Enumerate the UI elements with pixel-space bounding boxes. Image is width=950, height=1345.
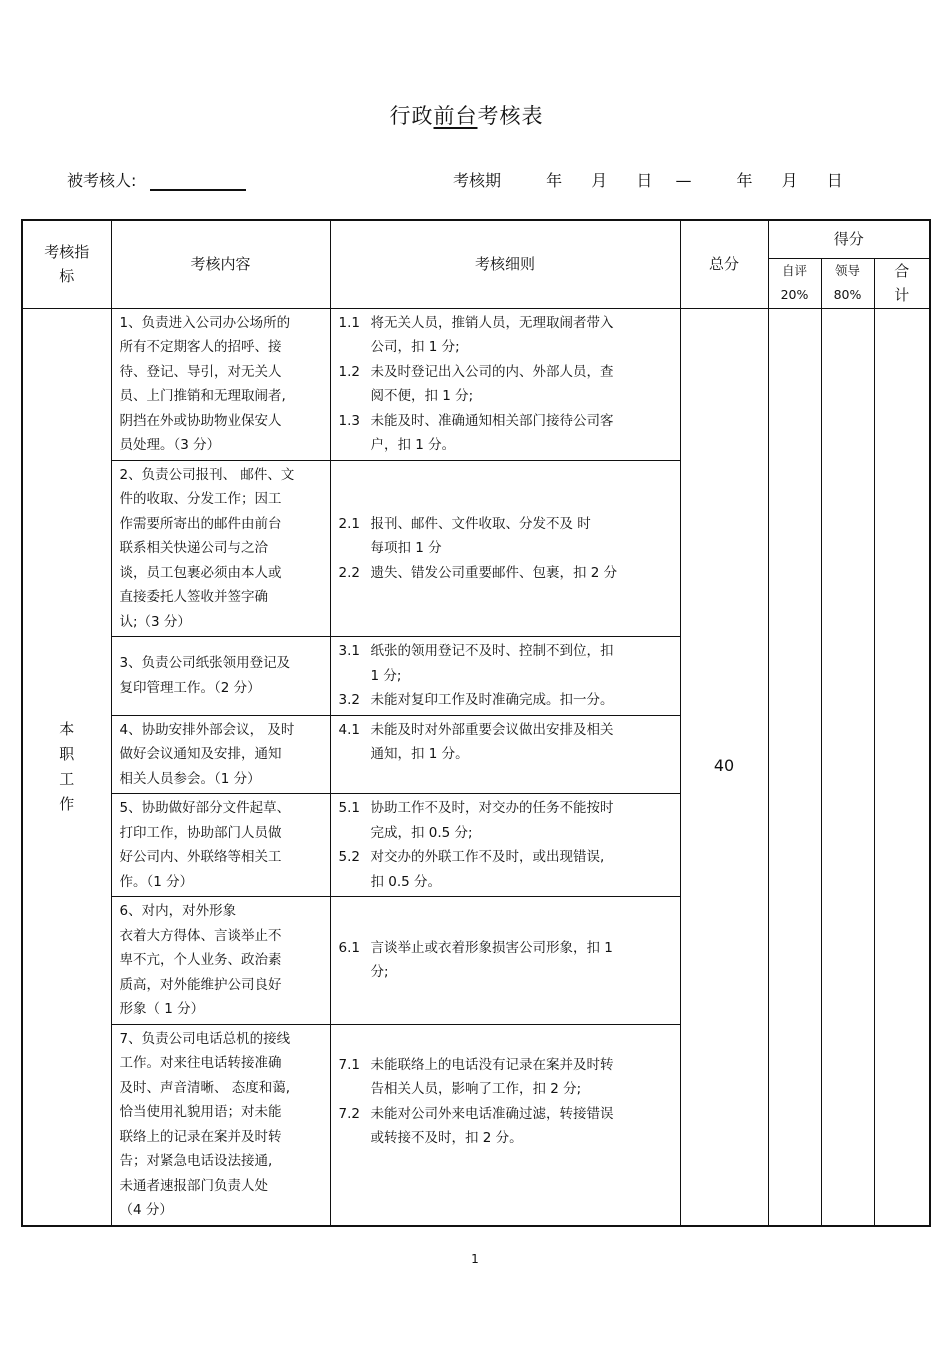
content-cell: 6、对内，对外形象 衣着大方得体、言谈举止不 卑不亢，个人业务、政治素 质高，对外能维护公司良好 形象（ 1 分）: [111, 897, 330, 1025]
end-month-label: 月: [781, 171, 798, 190]
rules-cell: [330, 794, 680, 897]
content-cell: 1、负责进入公司办公场所的 所有不定期客人的招呼、接 待、登记、导引，对无关人 员、上门推销和无理取闹者, 阴挡在外或协助物业保安人 员处理。（3 分）: [111, 308, 330, 460]
category-cell: 本 职 工 作: [22, 308, 111, 1226]
rule-item: 4.1 未能及时对外部重要会议做出安排及相关 通知，扣 1 分。: [338, 721, 614, 762]
rule-item: 5.2 对交办的外联工作不及时，或出现错误, 扣 0.5 分。: [338, 849, 605, 890]
rule-item: 7.2 未能对公司外来电话准确过滤，转接错误 或转接不及时，扣 2 分。: [338, 1105, 614, 1146]
period-label: 考核期: [453, 171, 502, 190]
rule-item: 2.1 报刊、邮件、文件收取、分发不及 时 每项扣 1 分: [338, 515, 591, 556]
rule-item: 1.3 未能及时、准确通知相关部门接待公司客 户，扣 1 分。: [338, 412, 614, 453]
assessee-label: 被考核人:: [67, 171, 137, 190]
end-year-label: 年: [736, 171, 753, 190]
rule-item: 5.1 协助工作不及时，对交办的任务不能按时 完成，扣 0.5 分;: [338, 800, 614, 841]
start-year-label: 年: [546, 171, 563, 190]
rule-item: 1.2 未及时登记出入公司的内、外部人员，查 阅不便，扣 1 分;: [338, 363, 614, 404]
header-leader-eval: 领导 80%: [821, 258, 874, 308]
content-cell: 2、负责公司报刊、 邮件、文 件的收取、分发工作；因工 作需要所寄出的邮件由前台 联系相关快递公司与之洽 谈，员工包裹必须由本人或 直接委托人签收并签字确 认;（3 分）: [111, 460, 330, 637]
header-self-eval: 自评 20%: [768, 258, 821, 308]
sum-cell: [874, 308, 930, 1226]
content-cell: 5、协助做好部分文件起草、 打印工作，协助部门人员做 好公司内、外联络等相关工 作。（1 分）: [111, 794, 330, 897]
header-sum: 合 计: [874, 258, 930, 308]
leader-eval-cell: [821, 308, 874, 1226]
content-cell: 4、协助安排外部会议， 及时 做好会议通知及安排，通知 相关人员参会。（1 分）: [111, 715, 330, 794]
rules-cell: [330, 715, 680, 794]
content-cell: 3、负责公司纸张领用登记及 复印管理工作。（2 分）: [111, 637, 330, 716]
rule-item: 3.1 纸张的领用登记不及时、控制不到位，扣 1 分;: [338, 643, 614, 684]
header-content: 考核内容: [111, 220, 330, 308]
rules-cell: [330, 308, 680, 460]
end-day-label: 日: [826, 171, 843, 190]
period-field: [453, 168, 843, 191]
rules-cell: [330, 637, 680, 716]
rule-item: 7.1 未能联络上的电话没有记录在案并及时转 告相关人员，影响了工作，扣 2 分;: [338, 1056, 614, 1097]
content-cell: 7、负责公司电话总机的接线 工作。对来往电话转接准确 及时、声音清晰、 态度和蔼, 恰当使用礼貌用语；对未能 联络上的记录在案并及时转 告；对紧急电话设法接通, 未通者速报部门负责人处 （4 分）: [111, 1024, 330, 1226]
header-indicator: 考核指 标: [22, 220, 111, 308]
table-row: [22, 308, 930, 460]
page-number: 1: [471, 1252, 479, 1266]
assessee-field: [67, 168, 246, 191]
start-month-label: 月: [591, 171, 608, 190]
assessment-table: [21, 219, 931, 1227]
header-score: 得分: [768, 220, 930, 258]
rules-cell: [330, 897, 680, 1025]
page-title: 行政前台考核表: [389, 104, 544, 128]
rule-item: 3.2 未能对复印工作及时准确完成。扣一分。: [338, 692, 614, 708]
rule-item: 6.1 言谈举止或衣着形象损害公司形象，扣 1 分;: [338, 939, 613, 981]
period-dash: —: [675, 171, 692, 190]
rule-item: 1.1 将无关人员，推销人员，无理取闹者带入 公司，扣 1 分;: [338, 314, 614, 355]
start-day-label: 日: [636, 171, 653, 190]
assessee-blank-line: [150, 171, 246, 191]
rule-item: 2.2 遗失、错发公司重要邮件、包裹，扣 2 分: [338, 564, 618, 581]
header-total: 总分: [680, 220, 768, 308]
self-eval-cell: [768, 308, 821, 1226]
header-rules: 考核细则: [330, 220, 680, 308]
rules-cell: [330, 460, 680, 637]
rules-cell: [330, 1024, 680, 1226]
total-score-cell: 40: [680, 308, 768, 1226]
